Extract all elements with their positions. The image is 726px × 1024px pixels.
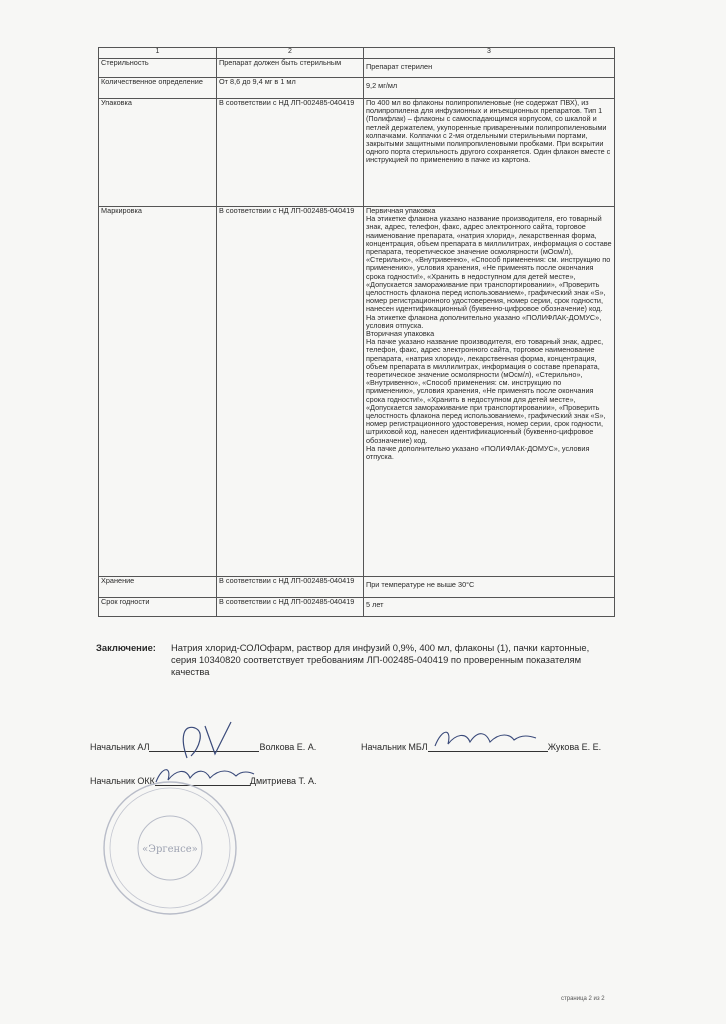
result-cell: При температуре не выше 30°С [364, 577, 615, 598]
requirement-cell: Препарат должен быть стерильным [217, 59, 364, 78]
result-cell [364, 207, 615, 577]
conclusion-text: Натрия хлорид-СОЛОфарм, раствор для инфузий 0,9%, 400 мл, флаконы (1), пачки картонные, серия 10340820 соответствует требованиям ЛП-002485-040419 по проверенным показателям качества [171, 642, 590, 678]
quality-spec-table [98, 47, 615, 617]
table-header-row [99, 48, 615, 59]
result-cell: 5 лет [364, 598, 615, 617]
signer-name: Волкова Е. А. [259, 742, 317, 752]
signer-name: Дмитриева Т. А. [249, 776, 317, 786]
paragraph: На этикетке флакона указано название производителя, его товарный знак, адрес, телефон, факс, адрес электронного сайта, торговое наименование препарата, «натрия хлорид», лекарственная форма, концентрация, объем препарата в миллилитрах, информация о составе препарата, теоретическое значение осмолярности (мОсм/л), «Стерильно», «Внутривенно», «Способ применения: см. инструкцию по применению», условия хранения, «Не применять после окончания срока годности!», «Хранить в недоступном для детей месте», «Допускается замораживание при транспортировании», «Проверить целостность флакона перед использованием», графический знак «S», номер регистрационного удостоверения, номер серии, срок годности, нанесен идентификационный (буквенно-цифровое обозначение) код. [366, 214, 612, 314]
signer-title: Начальник ОКК [90, 776, 155, 786]
page-number: страница 2 из 2 [561, 996, 605, 1002]
signer-title: Начальник МБЛ [361, 742, 428, 752]
requirement-cell: В соответствии с НД ЛП-002485-040419 [217, 577, 364, 598]
section-heading: Первичная упаковка [366, 206, 436, 215]
param-cell: Количественное определение [99, 78, 217, 99]
result-cell: 9,2 мг/мл [364, 78, 615, 99]
result-cell: По 400 мл во флаконы полипропиленовые (не содержат ПВХ), из полипропилена для инфузионных и инъекционных препаратов. Тип 1 (Полифлак) – флаконы с самоспадающимся корпусом, со шкалой и петлей держателем, укупоренные приваренными полипропиленовыми колпачками. Колпачки с 2-мя отдельными стерильными портами, закрытыми защитными полипропиленовыми пробками. При вскрытии одного порта стерильность другого сохраняется. Один флакон вместе с инструкцией по применению в пачке из картона. [364, 99, 615, 207]
signer-title: Начальник АЛ [90, 742, 150, 752]
column-header: 2 [217, 48, 364, 59]
paragraph: На пачке указано название производителя, его товарный знак, адрес, телефон, факс, адрес электронного сайта, торговое наименование препарата, «натрия хлорид», лекарственная форма, концентрация, объем препарата в миллилитрах, информация о составе препарата, теоретическое значение осмолярности (мОсм/л), «Стерильно», «Внутривенно», «Способ применения: см. инструкцию по применению», условия хранения, «Не применять после окончания срока годности!», «Хранить в недоступном для детей месте», «Допускается замораживание при транспортировании», «Проверить целостность флакона перед использованием», графический знак «S», номер регистрационного удостоверения, номер серии, срок годности, штриховой код, нанесен идентификационный (буквенно-цифровое обозначение) код. [366, 337, 606, 445]
conclusion [96, 642, 636, 679]
handwritten-signature [430, 724, 540, 754]
table-row [99, 207, 615, 577]
param-cell: Стерильность [99, 59, 217, 78]
conclusion-label: Заключение: [96, 642, 156, 653]
requirement-cell: От 8,6 до 9,4 мг в 1 мл [217, 78, 364, 99]
table-row [99, 78, 615, 99]
param-cell: Маркировка [99, 207, 217, 577]
requirement-cell: В соответствии с НД ЛП-002485-040419 [217, 99, 364, 207]
table-row [99, 99, 615, 207]
table-row [99, 59, 615, 78]
stamp-text: «Эргенсе» [142, 844, 198, 855]
signer-name: Жукова Е. Е. [547, 742, 602, 752]
paragraph: На этикетке флакона дополнительно указано «ПОЛИФЛАК-ДОМУС», условия отпуска. [366, 312, 602, 330]
param-cell: Хранение [99, 577, 217, 598]
requirement-cell: В соответствии с НД ЛП-002485-040419 [217, 598, 364, 617]
table-row [99, 577, 615, 598]
requirement-cell: В соответствии с НД ЛП-002485-040419 [217, 207, 364, 577]
table-row [99, 598, 615, 617]
handwritten-signature [165, 718, 245, 763]
section-heading: Вторичная упаковка [366, 329, 435, 339]
param-cell: Срок годности [99, 598, 217, 617]
column-header: 3 [364, 48, 615, 59]
paragraph: На пачке дополнительно указано «ПОЛИФЛАК-ДОМУС», условия отпуска. [366, 443, 590, 462]
round-stamp-seal [100, 778, 240, 918]
column-header: 1 [99, 48, 217, 59]
result-cell: Препарат стерилен [364, 59, 615, 78]
param-cell: Упаковка [99, 99, 217, 207]
